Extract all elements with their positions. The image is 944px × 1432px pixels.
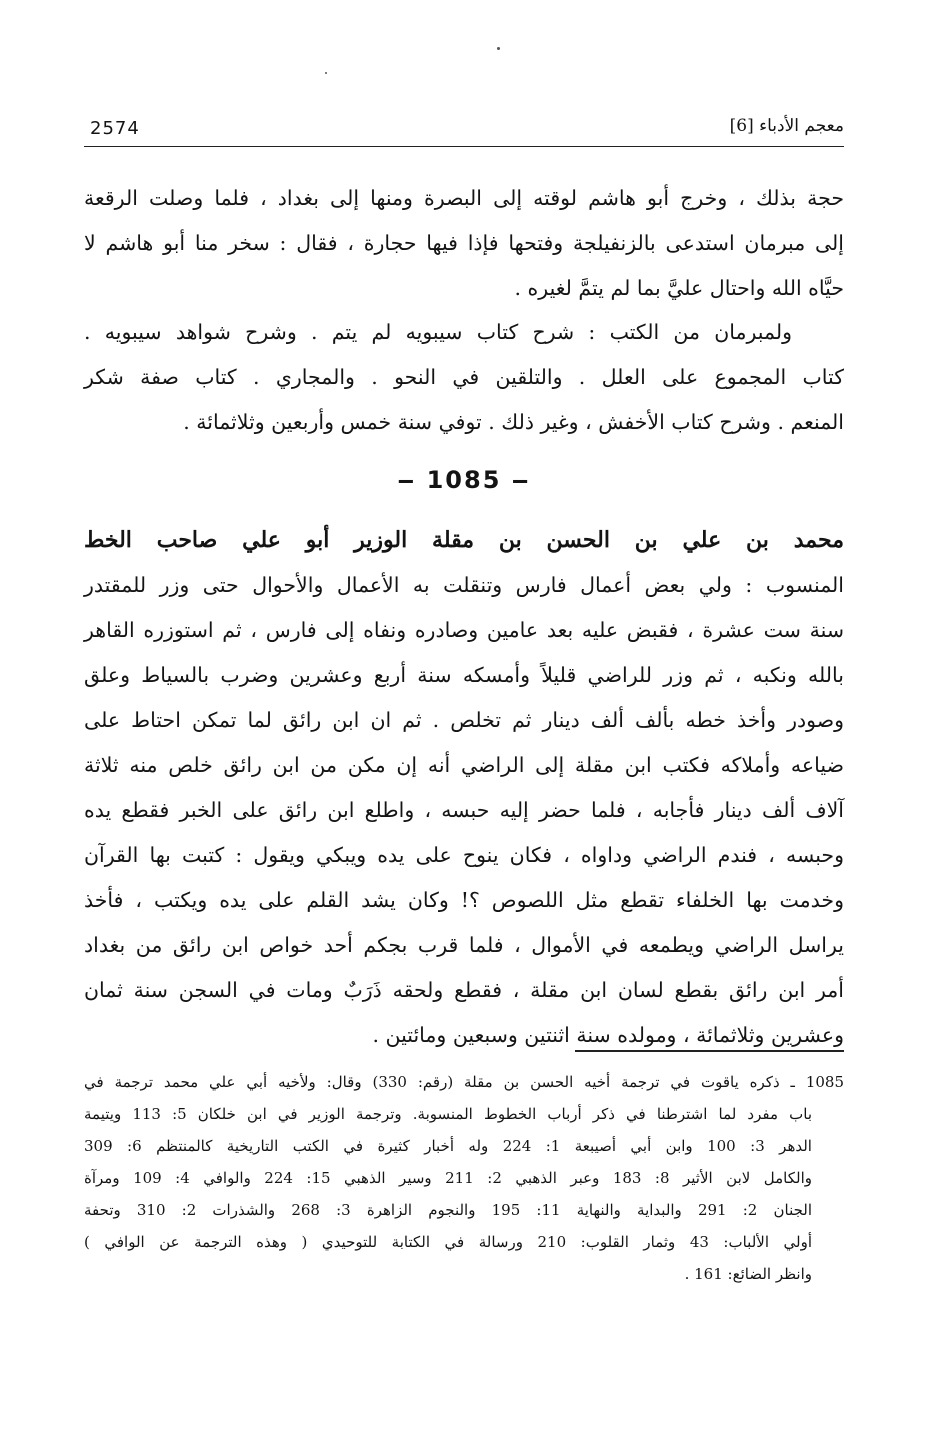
footnote-divider (575, 1050, 844, 1052)
entry-name: محمد بن علي بن الحسن بن مقلة الوزير أبو علي صاحب الخط (84, 527, 844, 553)
text-line: حجة بذلك ، وخرج أبو هاشم لوقته إلى البصرة ومنها إلى بغداد ، فلما وصلت الرقعة (84, 186, 844, 210)
footnote-line: 1085 ـ ذكره ياقوت في ترجمة أخيه الحسن بن مقلة (رقم: 330) وقال: ولأخيه أبي علي محمد ترجمة في (84, 1073, 844, 1091)
text-line: إلى مبرمان استدعى بالزنفيلجة وفتحها فإذا فيها حجارة ، فقال : سخر منا أبو هاشم لا (84, 231, 844, 255)
text-line: ولمبرمان من الكتب : شرح كتاب سيبويه لم يتم . وشرح شواهد سيبويه . (84, 320, 792, 344)
previous-entry-text (84, 176, 844, 311)
scan-speck (497, 47, 500, 50)
text-line: كتاب المجموع على العلل . والتلقين في النحو . والمجاري . كتاب صفة شكر (84, 365, 844, 389)
text-line: وخدمت بها الخلفاء تقطع مثل اللصوص ؟! وكان يشد القلم على يده ويكتب ، فأخذ (84, 888, 844, 912)
text-line: يراسل الراضي ويطمعه في الأموال ، فلما قرب بجكم أحد خواص ابن رائق من بغداد (84, 933, 844, 957)
page-number: 2574 (90, 118, 140, 139)
text-line: بالله ونكبه ، ثم وزر للراضي قليلاً وأمسكه سنة أربع وعشرين وضرب بالسياط وعلق (84, 663, 844, 687)
running-title: معجم الأدباء [6] (729, 116, 844, 136)
previous-entry-books (84, 310, 844, 445)
scan-speck (325, 72, 327, 74)
header-divider (84, 146, 844, 147)
footnote-line: أولي الألباب: 43 وثمار القلوب: 210 ورسالة في الكتابة للتوحيدي ( وهذه الترجمة عن الوافي ) (84, 1233, 812, 1251)
footnote (84, 1066, 844, 1290)
text-line: أمر ابن رائق بقطع لسان ابن مقلة ، فقطع ولحقه ذَرَبٌ ومات في السجن سنة ثمان (84, 978, 844, 1002)
footnote-line: والكامل لابن الأثير 8: 183 وعبر الذهبي 2: 211 وسير الذهبي 15: 224 والوافي 4: 109 ومرآة (84, 1169, 813, 1187)
footnote-line: باب مفرد لما اشترطنا في ذكر أرباب الخطوط المنسوبة. وترجمة الوزير في ابن خلكان 5: 113 ويتيمة (84, 1105, 812, 1123)
text-line: المنعم . وشرح كتاب الأخفش ، وغير ذلك . توفي سنة خمس وأربعين وثلاثمائة . (183, 410, 844, 434)
footnote-line: الدهر 3: 100 وابن أبي أصيبعة 1: 224 وله أخبار كثيرة في الكتب التاريخية كالمنتظم 6: 309 (84, 1137, 812, 1155)
text-line: وحبسه ، فندم الراضي وداواه ، فكان ينوح على يده ويبكي ويقول : كتبت بها القرآن (84, 843, 844, 867)
entry-number: 1085 (426, 466, 502, 494)
footnote-line: الجنان 2: 291 والبداية والنهاية 11: 195 والنجوم الزاهرة 3: 268 والشذرات 2: 310 وتحفة (84, 1201, 813, 1219)
text-line: سنة ست عشرة ، فقبض عليه بعد عامين وصادره ونفاه إلى فارس ، ثم استوزره القاهر (84, 618, 844, 642)
footnote-line: وانظر الضائع: 161 . (684, 1265, 812, 1283)
text-line: حيَّاه الله واحتال عليَّ بما لم يتمَّ لغيره . (514, 276, 844, 300)
text-line: وصودر وأخذ خطه بألف ألف دينار ثم تخلص . ثم ان ابن رائق لما تمكن احتاط على (84, 708, 844, 732)
page-header (84, 112, 844, 148)
text-line: المنسوب : ولي بعض أعمال فارس وتنقلت به الأعمال والأحوال حتى وزر للمقتدر (84, 573, 844, 597)
text-line: آلاف ألف دينار فأجابه ، فلما حضر إليه حبسه ، واطلع ابن رائق على الخبر فقطع يده (84, 798, 844, 822)
text-line: ضياعه وأملاكه فكتب ابن مقلة إلى الراضي أنه إن مكن من ابن رائق خلص منه ثلاثة (84, 753, 844, 777)
entry-text (84, 518, 844, 1058)
text-line: وعشرين وثلاثمائة ، ومولده سنة اثنتين وسبعين ومائتين . (372, 1023, 844, 1047)
entry-number-heading: ‒ 1085 ‒ (397, 466, 531, 494)
